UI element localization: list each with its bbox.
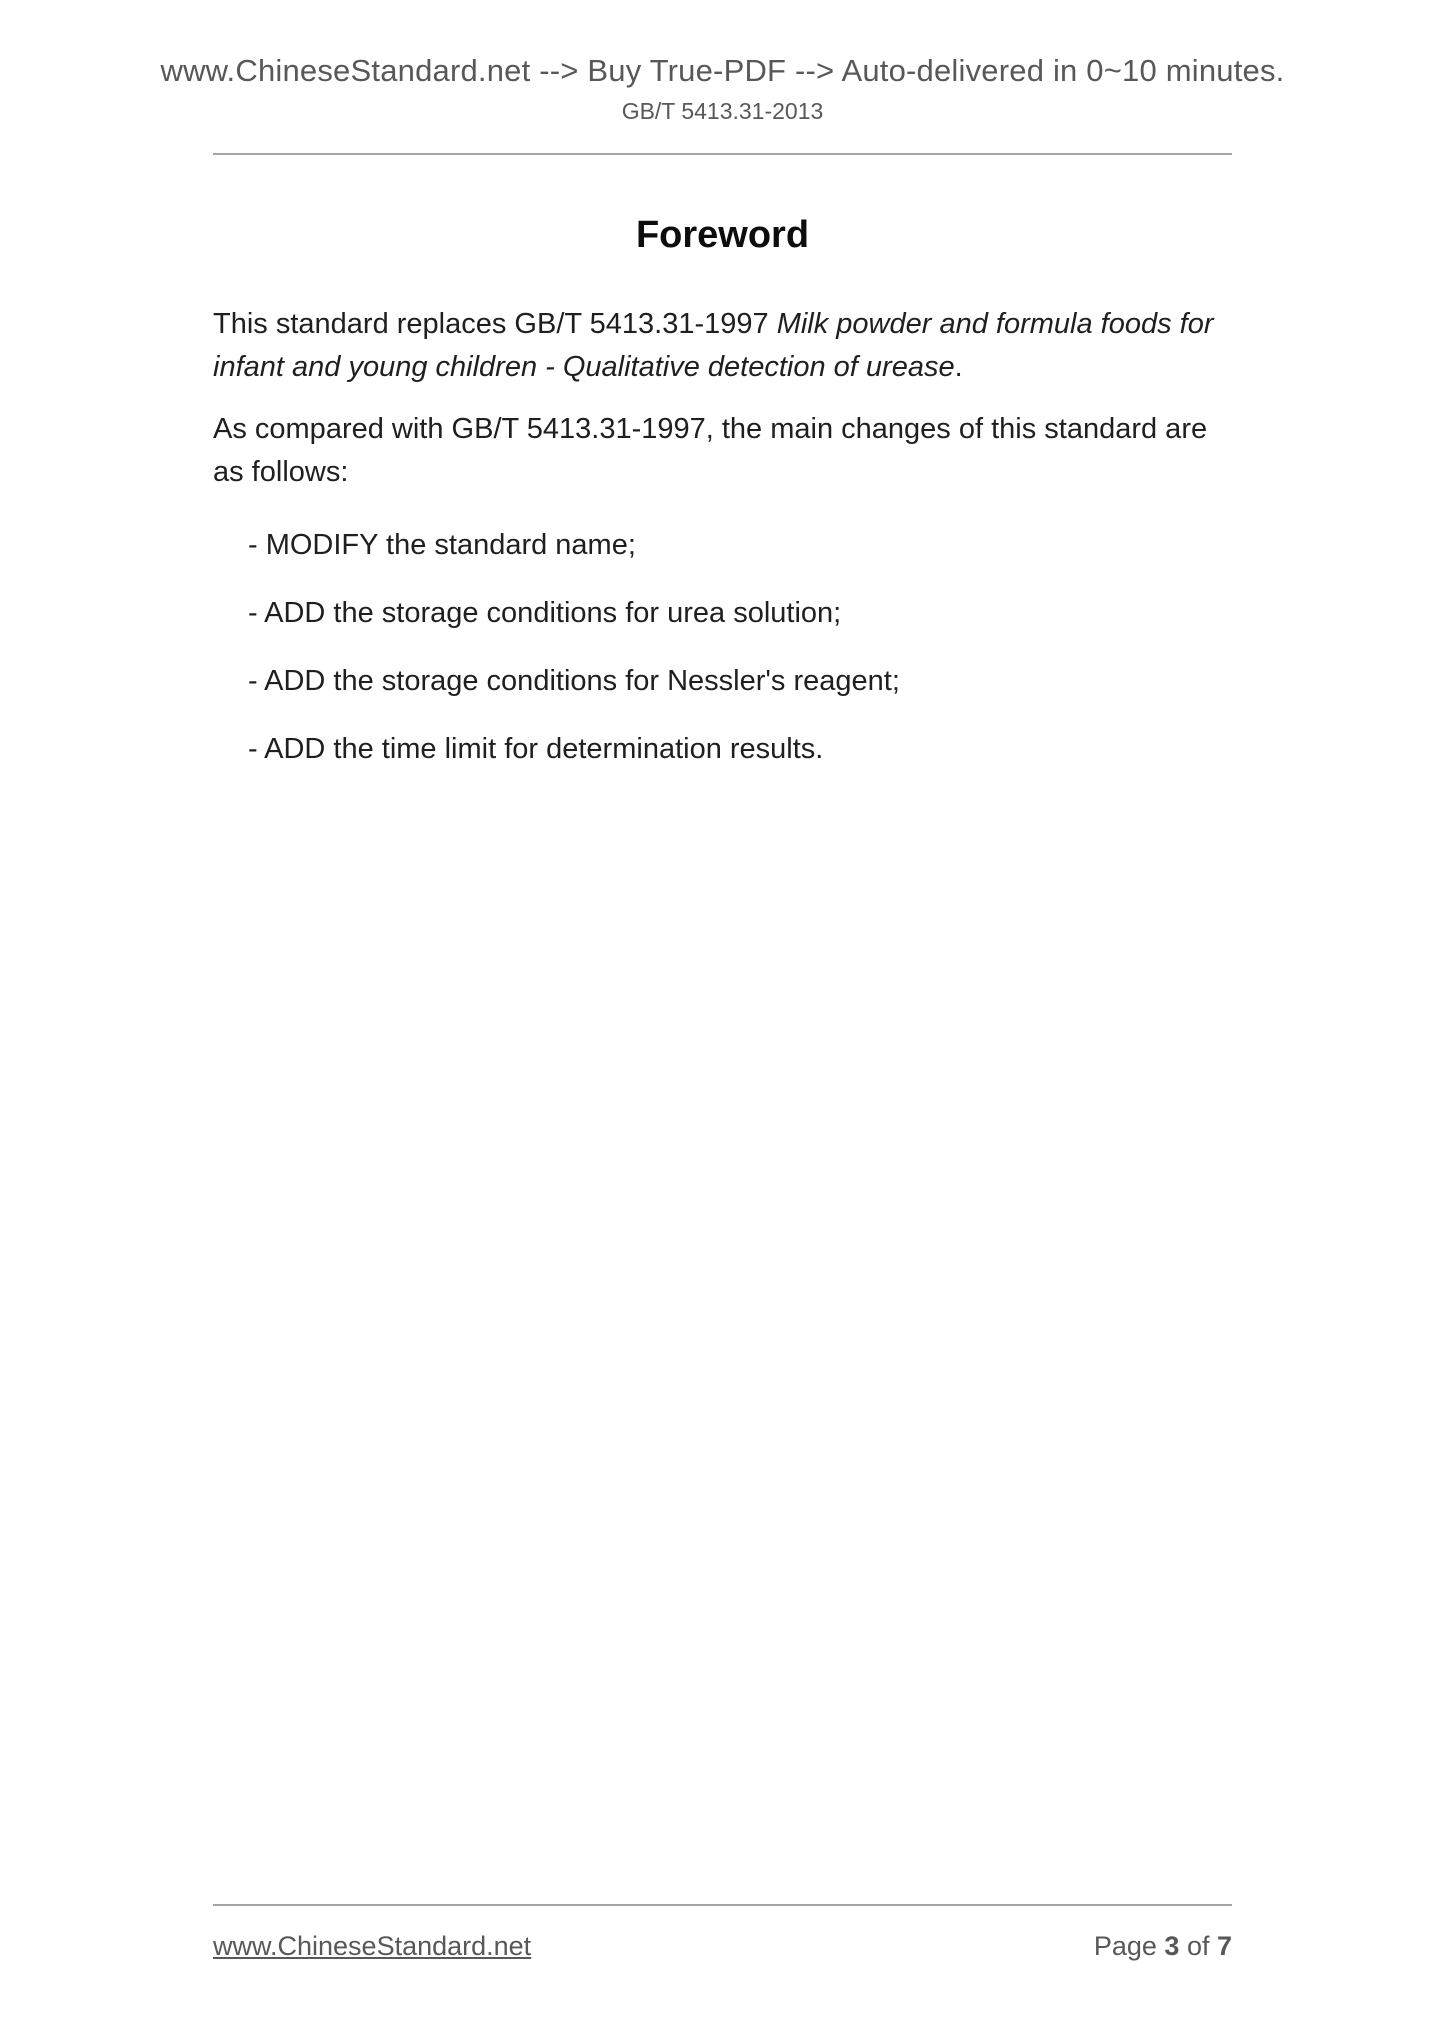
change-item-urea-storage: - ADD the storage conditions for urea solution; bbox=[248, 597, 842, 629]
of-label: of bbox=[1179, 1931, 1217, 1961]
change-item-nessler-storage: - ADD the storage conditions for Nessler's reagent; bbox=[248, 665, 900, 697]
header-banner-text: www.ChineseStandard.net --> Buy True-PDF --> Auto-delivered in 0~10 minutes. bbox=[160, 53, 1285, 88]
page-number: 3 bbox=[1164, 1931, 1180, 1961]
changes-list bbox=[213, 524, 1232, 771]
page-footer bbox=[213, 1904, 1232, 1962]
header-divider bbox=[213, 153, 1232, 155]
paragraph-1-lead: This standard replaces GB/T 5413.31-1997 bbox=[213, 308, 777, 340]
document-body bbox=[213, 213, 1232, 771]
page-label: Page bbox=[1093, 1931, 1165, 1961]
page-indicator bbox=[1094, 1930, 1232, 1962]
foreword-paragraph-1 bbox=[213, 303, 1232, 389]
foreword-paragraph-2: As compared with GB/T 5413.31-1997, the main changes of this standard are as follows: bbox=[213, 413, 1208, 488]
footer-site-link[interactable]: www.ChineseStandard.net bbox=[213, 1931, 532, 1961]
paragraph-1-tail: . bbox=[954, 351, 963, 383]
change-item-time-limit: - ADD the time limit for determination results. bbox=[248, 733, 824, 765]
replaced-standard-name-italic: Milk powder and formula foods for infant and young children - Qualitative detection of urease bbox=[213, 308, 1214, 383]
standard-code: GB/T 5413.31-2013 bbox=[621, 98, 824, 124]
change-item-modify-name: - MODIFY the standard name; bbox=[248, 529, 636, 561]
page-header bbox=[0, 0, 1445, 155]
page-title: Foreword bbox=[635, 214, 810, 256]
total-pages: 7 bbox=[1216, 1931, 1232, 1961]
